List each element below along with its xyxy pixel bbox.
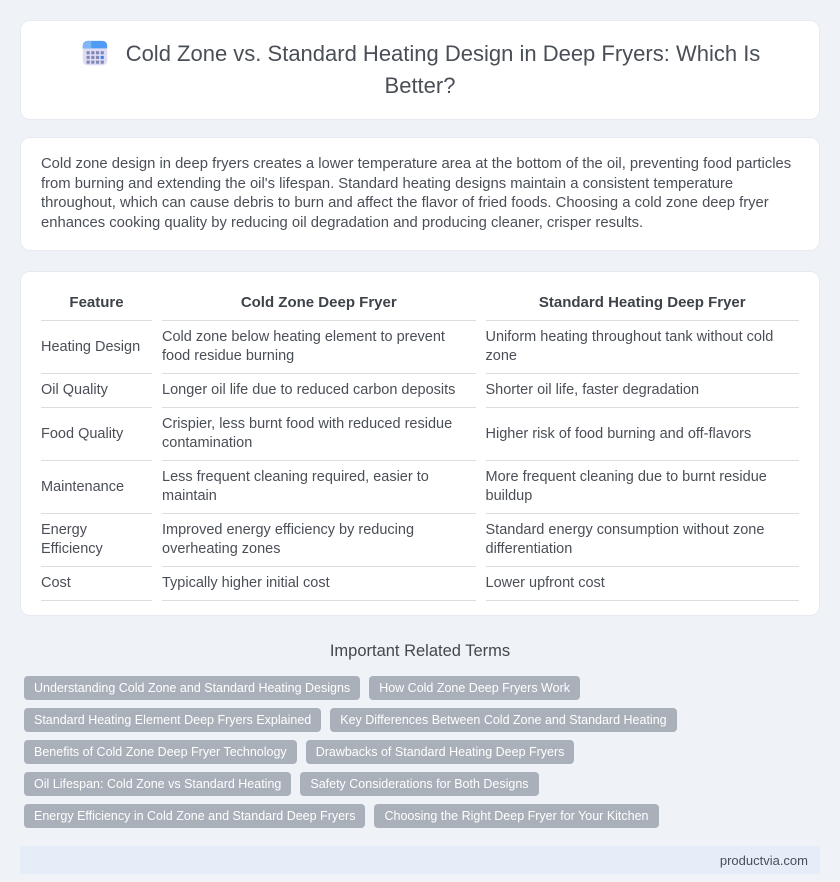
table-row <box>41 321 799 374</box>
standard-cell: Higher risk of food burning and off-flavors <box>486 408 800 461</box>
term-tag[interactable]: Choosing the Right Deep Fryer for Your Kitchen <box>374 804 658 828</box>
description-card <box>20 137 820 251</box>
feature-cell: Energy Efficiency <box>41 514 152 567</box>
term-tag[interactable]: Key Differences Between Cold Zone and Standard Heating <box>330 708 676 732</box>
cold-zone-cell: Longer oil life due to reduced carbon deposits <box>162 374 476 408</box>
description-text: Cold zone design in deep fryers creates a lower temperature area at the bottom of the oil, preventing food particles from burning and extending the oil's lifespan. Standard heating designs maintain a consistent temperature throughout, which can cause debris to burn and affect the flavor of fried foods. Choosing a cold zone deep fryer enhances cooking quality by reducing oil degradation and producing cleaner, crisper results. <box>41 156 792 231</box>
feature-cell: Food Quality <box>41 408 152 461</box>
footer-site-name: productvia.com <box>719 852 808 868</box>
cold-zone-cell: Less frequent cleaning required, easier to maintain <box>162 461 476 514</box>
cold-zone-cell: Improved energy efficiency by reducing overheating zones <box>162 514 476 567</box>
standard-cell: Lower upfront cost <box>486 567 800 601</box>
standard-cell: Shorter oil life, faster degradation <box>486 374 800 408</box>
cold-zone-cell: Typically higher initial cost <box>162 567 476 601</box>
standard-cell: Standard energy consumption without zone differentiation <box>486 514 800 567</box>
term-tag[interactable]: Drawbacks of Standard Heating Deep Fryers <box>306 740 575 764</box>
column-header-cold-zone: Cold Zone Deep Fryer <box>162 286 476 321</box>
term-tag[interactable]: Standard Heating Element Deep Fryers Explained <box>24 708 321 732</box>
related-terms-tags <box>20 676 820 828</box>
table-header-row <box>41 286 799 321</box>
table-row <box>41 567 799 601</box>
feature-cell: Maintenance <box>41 461 152 514</box>
page-title <box>59 38 781 102</box>
calendar-icon <box>80 38 110 68</box>
cold-zone-cell: Crispier, less burnt food with reduced residue contamination <box>162 408 476 461</box>
table-row <box>41 408 799 461</box>
term-tag[interactable]: Oil Lifespan: Cold Zone vs Standard Heating <box>24 772 291 796</box>
related-terms-heading: Important Related Terms <box>329 642 511 660</box>
feature-cell: Cost <box>41 567 152 601</box>
footer-bar <box>20 846 820 874</box>
term-tag[interactable]: Understanding Cold Zone and Standard Heating Designs <box>24 676 360 700</box>
table-row <box>41 374 799 408</box>
table-row <box>41 514 799 567</box>
table-row <box>41 461 799 514</box>
header-card <box>20 20 820 120</box>
feature-cell: Oil Quality <box>41 374 152 408</box>
term-tag[interactable]: Energy Efficiency in Cold Zone and Standard Deep Fryers <box>24 804 365 828</box>
column-header-standard: Standard Heating Deep Fryer <box>486 286 800 321</box>
comparison-table <box>31 286 809 601</box>
term-tag[interactable]: Safety Considerations for Both Designs <box>300 772 538 796</box>
column-header-feature: Feature <box>41 286 152 321</box>
term-tag[interactable]: Benefits of Cold Zone Deep Fryer Technology <box>24 740 297 764</box>
feature-cell: Heating Design <box>41 321 152 374</box>
comparison-table-card <box>20 271 820 616</box>
term-tag[interactable]: How Cold Zone Deep Fryers Work <box>369 676 580 700</box>
standard-cell: Uniform heating throughout tank without cold zone <box>486 321 800 374</box>
standard-cell: More frequent cleaning due to burnt residue buildup <box>486 461 800 514</box>
cold-zone-cell: Cold zone below heating element to prevent food residue burning <box>162 321 476 374</box>
page-title-text: Cold Zone vs. Standard Heating Design in Deep Fryers: Which Is Better? <box>125 41 761 98</box>
